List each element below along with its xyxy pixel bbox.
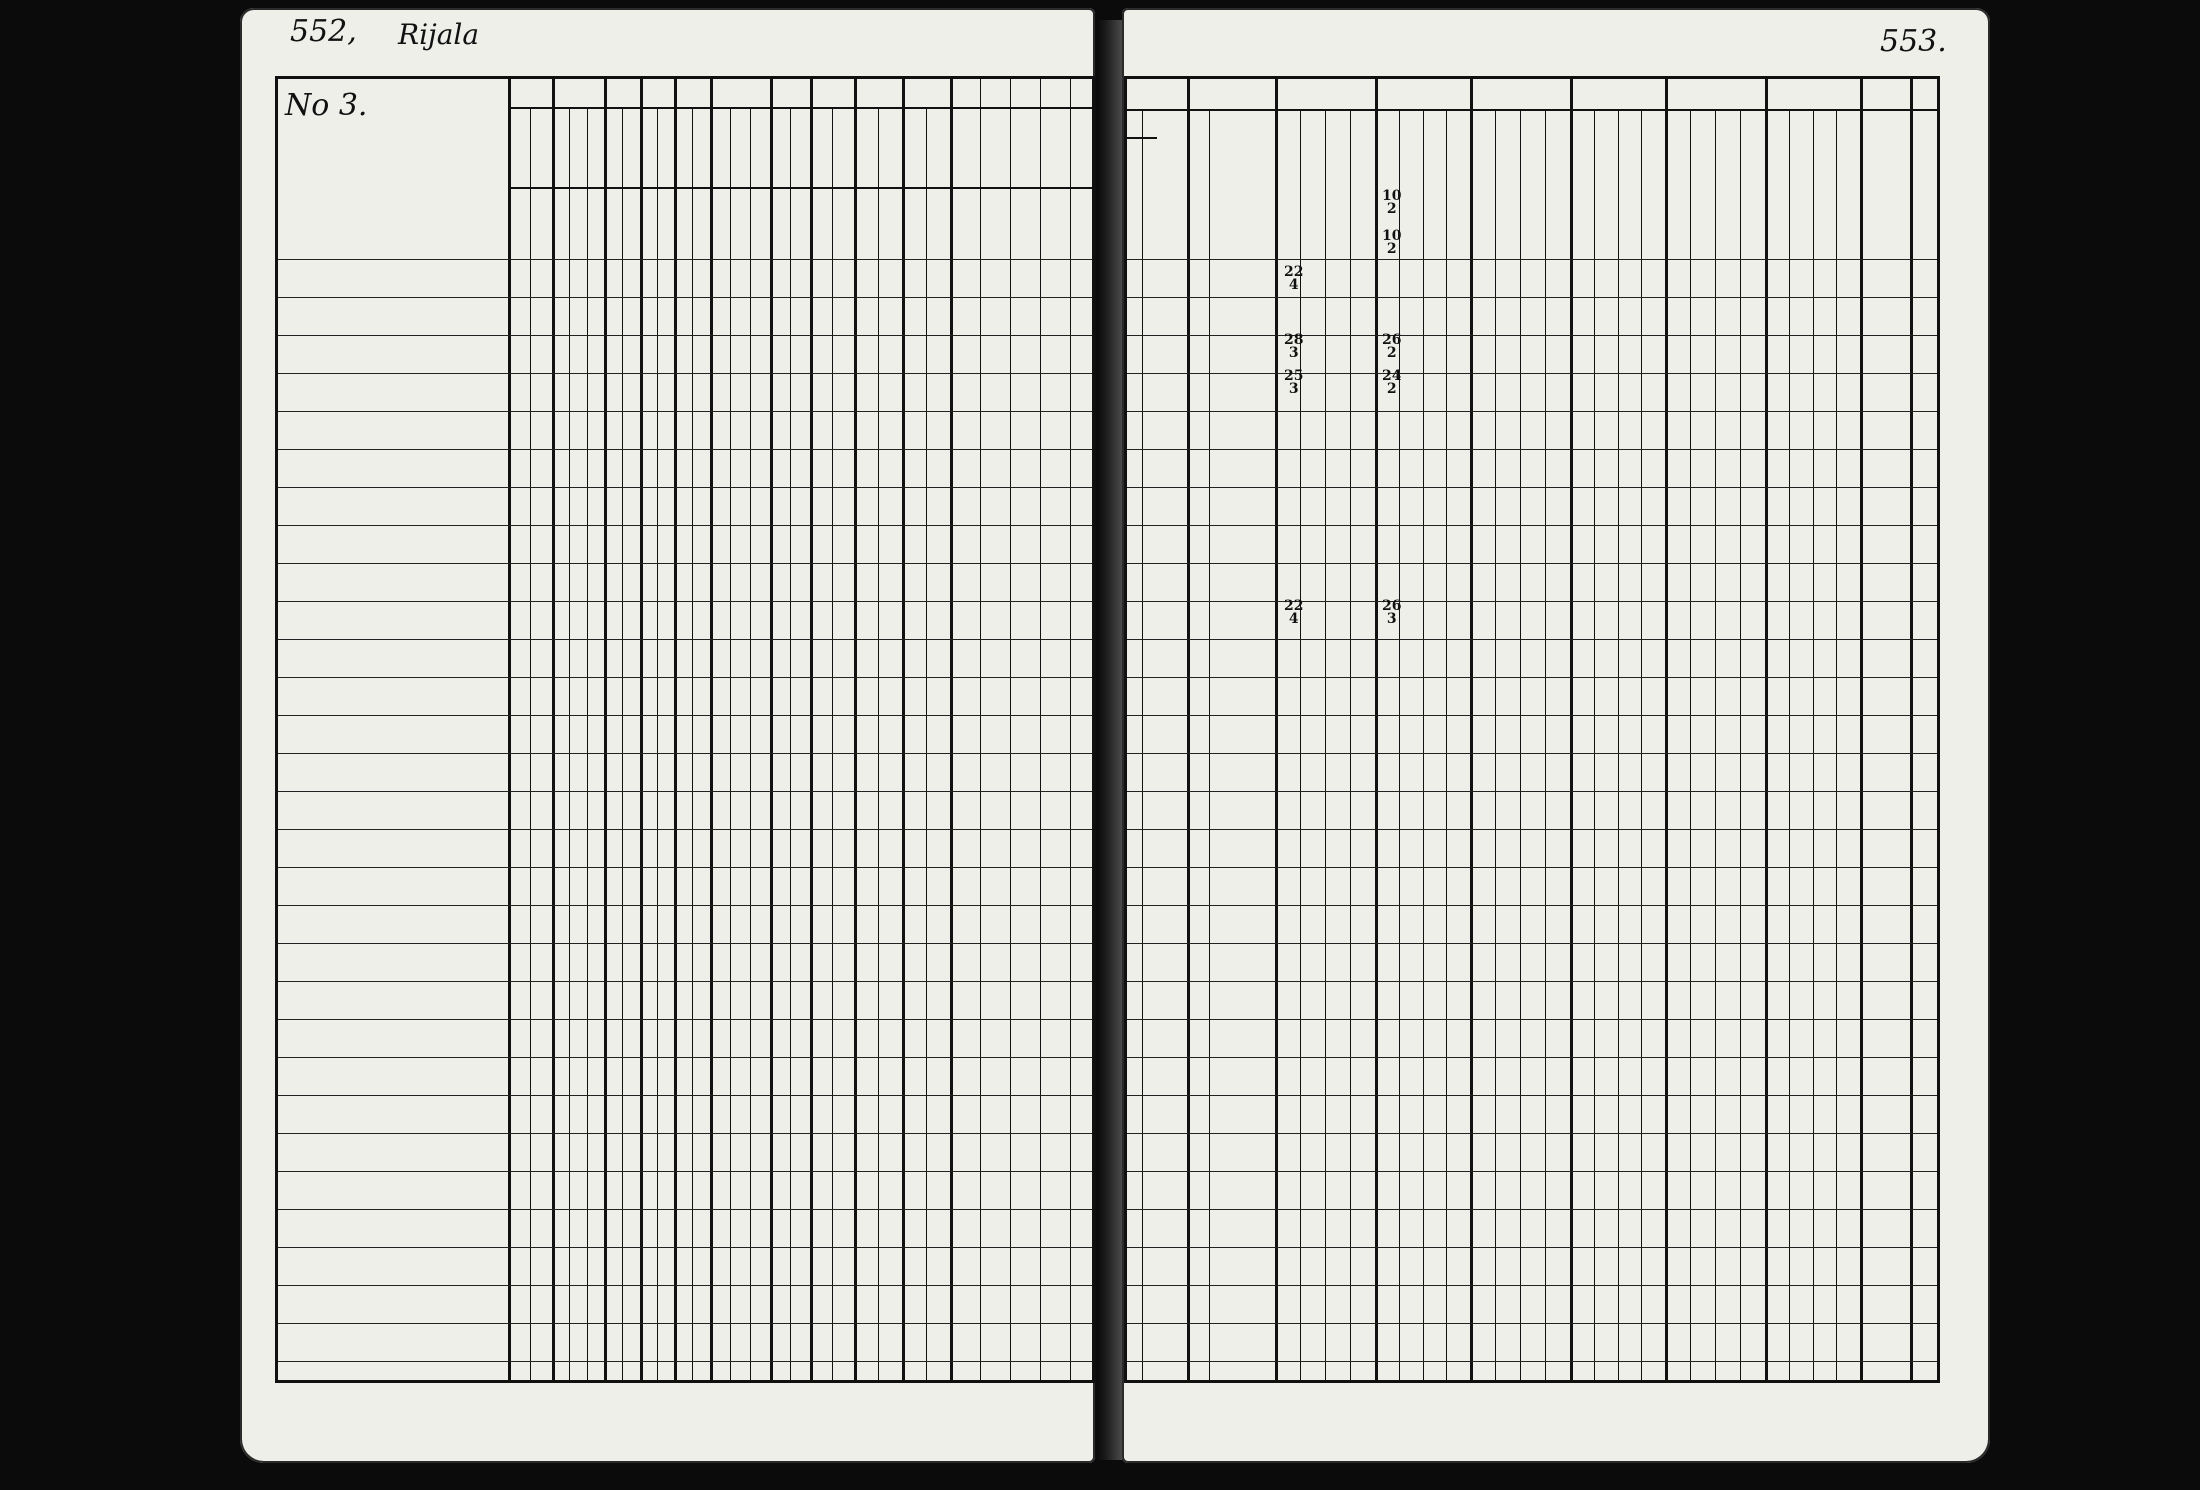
left-subcol-divider: [587, 109, 588, 1380]
right-row-rule: [1127, 373, 1937, 374]
right-subcol-divider: [1399, 109, 1400, 1380]
right-row-rule: [1127, 1095, 1937, 1096]
left-subcol-divider: [569, 109, 570, 1380]
right-row-rule: [1127, 677, 1937, 678]
right-row-rule: [1127, 525, 1937, 526]
parish-name: Rijala: [398, 18, 480, 51]
left-col-divider: [640, 79, 643, 1380]
right-col-divider: [1470, 79, 1473, 1380]
exam-mark: 22 4: [1284, 598, 1304, 627]
right-row-rule: [1127, 715, 1937, 716]
right-subcol-divider: [1300, 109, 1301, 1380]
right-subcol-divider: [1789, 109, 1790, 1380]
left-row-rule: [278, 829, 1092, 830]
left-row-rule: [278, 1171, 1092, 1172]
left-col-divider: [552, 79, 555, 1380]
right-row-rule: [1127, 905, 1937, 906]
right-row-rule: [1127, 791, 1937, 792]
right-subcol-divider: [1813, 109, 1814, 1380]
left-subcol-divider: [1070, 79, 1071, 1380]
left-col-divider: [710, 79, 713, 1380]
right-row-rule: [1127, 1285, 1937, 1286]
right-subcol-divider: [1209, 109, 1210, 1380]
left-row-rule: [278, 335, 1092, 336]
right-page-number: 553.: [1880, 24, 1947, 59]
left-col-divider: [854, 79, 857, 1380]
right-row-rule: [1127, 449, 1937, 450]
right-row-rule: [1127, 1209, 1937, 1210]
right-row-rule: [1127, 867, 1937, 868]
left-register-grid: [275, 76, 1095, 1383]
right-subcol-divider: [1545, 109, 1546, 1380]
left-col-divider: [770, 79, 773, 1380]
left-subcol-divider: [926, 109, 927, 1380]
right-col-divider: [1765, 79, 1768, 1380]
left-subcol-divider: [730, 109, 731, 1380]
left-row-rule: [278, 1133, 1092, 1134]
right-row-rule: [1127, 1171, 1937, 1172]
right-subcol-divider: [1641, 109, 1642, 1380]
right-subcol-divider: [1715, 109, 1716, 1380]
right-row-rule: [1127, 1361, 1937, 1362]
left-row-rule: [278, 981, 1092, 982]
right-row-rule: [1127, 487, 1937, 488]
left-row-rule: [278, 715, 1092, 716]
right-col-divider: [1187, 79, 1190, 1380]
right-row-rule: [1127, 411, 1937, 412]
left-col-divider: [950, 79, 953, 1380]
right-register-grid: [1124, 76, 1940, 1383]
left-row-rule: [278, 867, 1092, 868]
left-subcol-divider: [657, 109, 658, 1380]
left-header-bottom: [508, 187, 1092, 189]
right-col-divider: [1375, 79, 1378, 1380]
right-header-bottom: [1127, 137, 1157, 139]
right-col-divider: [1570, 79, 1573, 1380]
left-row-rule: [278, 1019, 1092, 1020]
left-row-rule: [278, 905, 1092, 906]
left-row-rule: [278, 1323, 1092, 1324]
left-row-rule: [278, 259, 1092, 260]
left-page-number: 552,: [290, 14, 357, 49]
right-subcol-divider: [1520, 109, 1521, 1380]
exam-mark: 10 2: [1382, 228, 1402, 257]
house-number: No 3.: [285, 88, 368, 123]
right-row-rule: [1127, 639, 1937, 640]
left-row-rule: [278, 1057, 1092, 1058]
left-col-divider: [810, 79, 813, 1380]
left-row-rule: [278, 373, 1092, 374]
left-subcol-divider: [622, 109, 623, 1380]
right-row-rule: [1127, 829, 1937, 830]
right-row-rule: [1127, 943, 1937, 944]
left-subcol-divider: [750, 109, 751, 1380]
left-subcol-divider: [878, 109, 879, 1380]
right-row-rule: [1127, 1247, 1937, 1248]
right-col-divider: [1665, 79, 1668, 1380]
right-subcol-divider: [1325, 109, 1326, 1380]
left-subcol-divider: [980, 79, 981, 1380]
exam-mark: 26 3: [1382, 598, 1402, 627]
left-subcol-divider: [832, 109, 833, 1380]
right-subcol-divider: [1142, 109, 1143, 1380]
left-row-rule: [278, 487, 1092, 488]
exam-mark: 10 2: [1382, 188, 1402, 217]
exam-mark: 26 2: [1382, 332, 1402, 361]
left-subcol-divider: [790, 109, 791, 1380]
right-row-rule: [1127, 1323, 1937, 1324]
left-row-rule: [278, 601, 1092, 602]
left-row-rule: [278, 449, 1092, 450]
left-row-rule: [278, 677, 1092, 678]
left-col-divider: [902, 79, 905, 1380]
left-row-rule: [278, 639, 1092, 640]
right-subcol-divider: [1690, 109, 1691, 1380]
right-col-divider: [1860, 79, 1863, 1380]
left-row-rule: [278, 563, 1092, 564]
right-row-rule: [1127, 601, 1937, 602]
right-subcol-divider: [1836, 109, 1837, 1380]
left-subcol-divider: [692, 109, 693, 1380]
right-subcol-divider: [1350, 109, 1351, 1380]
left-row-rule: [278, 411, 1092, 412]
left-row-rule: [278, 525, 1092, 526]
right-row-rule: [1127, 563, 1937, 564]
left-subcol-divider: [1010, 79, 1011, 1380]
right-row-rule: [1127, 297, 1937, 298]
right-header-rule: [1127, 109, 1937, 111]
right-subcol-divider: [1594, 109, 1595, 1380]
left-col-divider: [674, 79, 677, 1380]
left-row-rule: [278, 753, 1092, 754]
left-col-divider: [604, 79, 607, 1380]
right-row-rule: [1127, 1019, 1937, 1020]
right-subcol-divider: [1740, 109, 1741, 1380]
right-row-rule: [1127, 1133, 1937, 1134]
left-row-rule: [278, 297, 1092, 298]
right-col-divider: [1910, 79, 1913, 1380]
left-subcol-divider: [530, 109, 531, 1380]
right-row-rule: [1127, 335, 1937, 336]
left-row-rule: [278, 791, 1092, 792]
left-row-rule: [278, 1285, 1092, 1286]
right-row-rule: [1127, 1057, 1937, 1058]
left-row-rule: [278, 943, 1092, 944]
left-header-rule: [508, 107, 1092, 109]
right-row-rule: [1127, 259, 1937, 260]
left-subcol-divider: [1040, 79, 1041, 1380]
right-subcol-divider: [1423, 109, 1424, 1380]
left-row-rule: [278, 1209, 1092, 1210]
right-row-rule: [1127, 981, 1937, 982]
exam-mark: 28 3: [1284, 332, 1304, 361]
left-row-rule: [278, 1361, 1092, 1362]
right-subcol-divider: [1446, 109, 1447, 1380]
right-col-divider: [1275, 79, 1278, 1380]
exam-mark: 25 3: [1284, 368, 1304, 397]
right-row-rule: [1127, 753, 1937, 754]
left-row-rule: [278, 1095, 1092, 1096]
right-subcol-divider: [1618, 109, 1619, 1380]
exam-mark: 24 2: [1382, 368, 1402, 397]
exam-mark: 22 4: [1284, 264, 1304, 293]
left-row-rule: [278, 1247, 1092, 1248]
left-col-divider: [508, 79, 511, 1380]
right-subcol-divider: [1495, 109, 1496, 1380]
